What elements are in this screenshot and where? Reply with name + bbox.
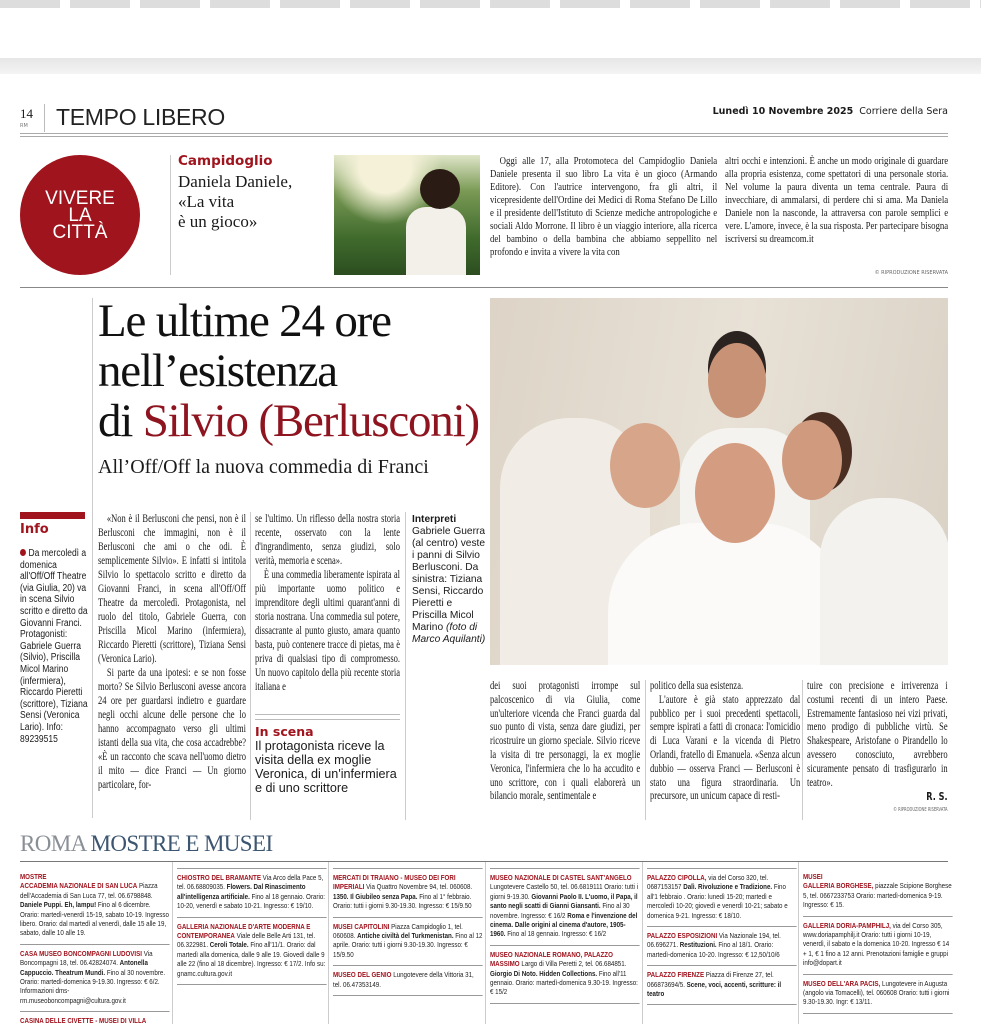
venue-name: GALLERIA BORGHESE, [803, 881, 874, 891]
listing-details: Fino al 18 gennaio. Orario: 10-20, venerdì e sabato 10-21. Ingresso: € 19/10. [177, 891, 326, 911]
badge-line: LA [68, 204, 92, 226]
venue-name: GALLERIA DORIA-PAMPHILJ, [803, 920, 891, 930]
box-rule [255, 714, 400, 720]
section-rule [20, 287, 948, 288]
listing-entry [490, 868, 640, 946]
campidoglio-kicker: Campidoglio [178, 153, 273, 169]
venue-name: PALAZZO CIPOLLA, [647, 873, 707, 882]
child-figure [406, 207, 466, 275]
caption-text: Gabriele Guerra (al centro) veste i panni di Silvio Berlusconi. Da sinistra: Tiziana Sensi, Riccardo Pieretti e Priscilla Micol Marino [412, 526, 486, 633]
listings-title-city: ROMA [20, 831, 86, 856]
date: Lunedì 10 Novembre 2025 [712, 106, 854, 117]
listing-details: Fino all'1 febbraio . Orario: lunedì 15-20; martedì e mercoledì 10-20; giovedì e venerdì 10-21; sabato e domenica 9-21. Ingresso: € 18/10. [647, 882, 788, 920]
listing-entry [333, 868, 483, 918]
in-scena-kicker: In scena [255, 724, 314, 739]
listing-entry [333, 966, 483, 996]
header-divider [44, 104, 45, 132]
info-title: Info [20, 522, 49, 537]
paragraph: se l'ultimo. Un riflesso della nostra storia recente, osservato con la lente d'ingrandimento, senza giudizi, solo verità, memoria e scena». [255, 513, 401, 567]
listing-details: Fino all'11 gennaio. Orario: martedì-domenica 9.30-19. Ingresso: € 15/2 [490, 968, 638, 997]
venue-name: MUSEO NAZIONALE DI CASTEL SANT'ANGELO [490, 873, 632, 882]
paragraph: altri occhi e intenzioni. È anche un modo originale di guardare alla propria esistenza, come spettatori di una personale storia. Nel volume la paura diventa un tema centrale. Paura di invecchiare, di ammalarsi, di perdere chi si ama. Ma Daniela Daniele non la nasconde, la attraversa con parole semplici e vere. L'amore, invece, è la sua risposta. Per partecipare bisogna iscriversi su dreamcom.it [725, 155, 949, 245]
venue-name: PALAZZO ESPOSIZIONI [647, 931, 718, 941]
section-title: TEMPO LIBERO [56, 104, 225, 130]
listing-details: Fino al 1° febbraio. Orario: tutti i giorni 9.30-19.30. Ingresso: € 15/9.50 [333, 891, 472, 911]
cast-photo [490, 298, 948, 665]
listings-rule [20, 861, 948, 862]
listing-details: Piazza Campidoglio 1, tel. 060608. [333, 921, 463, 941]
headline-line: di [98, 395, 143, 447]
campidoglio-title [178, 172, 328, 232]
listing-entry [177, 918, 327, 985]
exhibition-title: Scene, voci, accenti, scritture: il teatro [647, 979, 782, 999]
venue-name: CHIOSTRO DEL BRAMANTE [177, 873, 261, 882]
in-scena-box [255, 714, 400, 795]
exhibition-title: 1350. Il Giubileo senza Papa. [333, 891, 418, 901]
listings-column [490, 868, 640, 1004]
listing-details: Fino al 30 novembre. Ingresso: € 16/2 [490, 901, 630, 920]
woman-face [610, 423, 680, 508]
listing-details: via del Corso 320, tel. 0687153157 [647, 873, 769, 892]
campidoglio-text-col2 [725, 155, 948, 246]
column-divider [405, 512, 406, 820]
info-text [20, 548, 88, 745]
listings-column [803, 868, 953, 1014]
paragraph: «Non è il Berlusconi che pensi, non è il Berlusconi che immagini, non è il Berlusconi che ami o che odi. È semplicemente Silvio». E infatti si intitola Silvio lo spettacolo scritto e diretto da Giovanni Franci, in scena all'Off/Off Theatre da mercoledì. Protagonista, nel ruolo del titolo, Gabriele Guerra, con Priscilla Micol Marino (infermiera), Riccardo Pieretti (scrittore), Tiziana Sensi (Veronica Lario). [98, 513, 246, 665]
listing-details: Via Quattro Novembre 94, tel. 060608. [364, 882, 473, 892]
headline-line: Le ultime 24 ore [98, 295, 391, 347]
info-body: Da mercoledì a domenica all'Off/Off Theatre (via Giulia, 20) va in scena Silvio scritto e diretto da Giovanni Franci. Protagonisti: Gabriele Guerra (Silvio), Priscilla Micol Marino (infermiera), Riccardo Pieretti (scrittore), Tiziana Sensi (Veronica Lario). Info: 89239515 [20, 548, 88, 745]
woman-right-figure [820, 498, 948, 665]
paragraph: L'autore è già stato apprezzato dal pubblico per i suoi precedenti spettacoli, sempre ispirati a fatti di cronaca: l'omicidio di Luca Varani e la vicenda di Pietro Orlandi, fratello di Emanuela. «Senza alcun dubbio — osserva Franci — Berlusconi è stato una figura straordinaria. Un precursore, un unicum capace di resti- [650, 693, 801, 803]
child-in-meadow-photo [334, 155, 480, 275]
in-scena-text: Il protagonista riceve la visita della ex moglie Veronica, di un'infermiera e di uno scrittore [255, 739, 397, 795]
listing-entry [647, 868, 797, 927]
column-divider [172, 862, 173, 1024]
venue-name: MUSEO DEL GENIO [333, 970, 392, 980]
author-signature: R. S. [926, 790, 948, 804]
venue-name: CASA MUSEO BONCOMPAGNI LUDOVISI [20, 948, 142, 958]
exhibition-title: Flowers. Dal Rinascimento all'intelligenza artificiale. [177, 882, 306, 901]
vivere-la-citta-badge [20, 155, 140, 275]
exhibition-title: Daniele Puppi. Eh, lampu! [20, 900, 97, 910]
listing-entry [20, 945, 170, 1012]
listings-column [647, 868, 797, 1005]
exhibition-title: Antonella Cappuccio. Theatrum Mundi. [20, 958, 148, 977]
article-col3 [490, 680, 640, 804]
listing-entry [803, 975, 953, 1014]
listing-details: Fino al 12 aprile. Orario: tutti i giorni 9.30-19.30. Ingresso: € 15/9.50 [333, 931, 483, 959]
listing-details: Lungotevere in Augusta (angolo via Tomacelli), tel. 060608 Orario: tutti i giorni 9.30-19.30. Ingr: € 13/11. [803, 978, 950, 1007]
venue-name: PALAZZO FIRENZE [647, 970, 705, 980]
column-divider [798, 862, 799, 1024]
article-subtitle: All’Off/Off la nuova commedia di Franci [98, 456, 429, 478]
listing-entry [20, 1012, 170, 1024]
edition-label: RM [20, 123, 28, 129]
article-col4 [650, 680, 800, 804]
exhibition-title: Ceroli Totale. [209, 940, 249, 950]
listing-details: piazzale Scipione Borghese 5, tel. 0667233753 Orario: martedì-domenica 9-19. Ingresso: € 15. [803, 881, 952, 910]
venue-name: MUSEI CAPITOLINI [333, 921, 390, 931]
venue-name: MERCATI DI TRAIANO - MUSEO DEI FORI IMPERIALI [333, 873, 456, 892]
paragraph: È una commedia liberamente ispirata al più importante uomo politico e imprenditore degli ultimi quarant'anni di storia nostrana. Una commedia sul potere, dissacrante al punto giusto, amara quanto basta, può contenere tracce di pietas, ma è priva di qualsiasi tipo di compromesso. Un nuovo capitolo della più recente storia italiana e [255, 569, 401, 693]
listing-details: Lungotevere Castello 50, tel. 06.6819111 Orario: tutti i giorni 9-19.30. [490, 882, 639, 901]
photo-caption [412, 514, 488, 646]
info-bar [20, 512, 85, 519]
listing-category: MUSEI [803, 872, 823, 881]
venue-name: MUSEO NAZIONALE ROMANO, PALAZZO MASSIMO [490, 949, 613, 969]
listing-details: Piazza di Firenze 27, tel. 066873694/5. [647, 970, 774, 989]
listing-details: Fino al 30 novembre. Orario: martedì-domenica 9-19.30. Ingresso: € 6/2. Informazioni dms-rm.museoboncompagni@cultura.gov.it [20, 967, 166, 1005]
venue-name: GALLERIA NAZIONALE D'ARTE MODERNA E CONTEMPORANEA [177, 921, 311, 941]
column-divider [250, 512, 251, 820]
exhibition-title: Giorgio Di Noto. Hidden Collections. [490, 968, 598, 978]
dateline [713, 106, 948, 117]
column-divider [485, 862, 486, 1024]
listing-details: Viale delle Belle Arti 131, tel. 06.322981. [177, 931, 316, 950]
column-divider [170, 155, 171, 275]
headline-line: nell’esistenza [98, 345, 337, 397]
paragraph: Si parte da una ipotesi: e se non fosse morto? Se Silvio Berlusconi avesse ancora 24 ore per guardarsi indietro e guardare negli occhi alcune delle persone che lo hanno accompagnato verso gli ultimi istanti della sua vita, che cosa accadrebbe? «È un racconto che scava nell'uomo dietro il mito — dice Franci — Un giorno particolare, for- [98, 667, 246, 791]
bullet-icon [20, 549, 26, 556]
listing-entry [20, 868, 170, 945]
paragraph: Oggi alle 17, alla Protomoteca del Campidoglio Daniela Daniele presenta il suo libro La vita è un gioco (Armando Editore). Con l'autrice intervengono, fra gli altri, il vicepresidente dell'Ordine dei Medici di Roma Stefano De Lillo e il presidente dell'Istituto di Scienze mediche antropologiche e sociali Aldo Morrone. Il libro è un viaggio interiore, alla ricerca del bambino o della bambina che abbiamo seppellito nel profondo e invita a vivere la vita con [490, 155, 718, 258]
listing-details: Via Boncompagni 18, tel. 06.42824074. [20, 948, 153, 968]
listing-details: Lungotevere della Vittoria 31, tel. 06.47353149. [333, 970, 474, 989]
headline-highlight: Silvio (Berlusconi) [142, 395, 479, 447]
listings-column [333, 868, 483, 996]
page-gap [0, 58, 981, 74]
listing-details: Largo di Villa Peretti 2, tel. 06.684851. [519, 959, 627, 969]
listing-details: Fino al 6 dicembre. Orario: martedì-venerdì 15-19, sabato 10-19. Ingresso libero. Orario: dal martedì al venerdì, dalle 15 alle 19, sabato, dalle 10 alle 19. [20, 900, 169, 938]
column-divider [92, 298, 93, 818]
venue-name: ACCADEMIA NAZIONALE DI SAN LUCA [20, 881, 138, 891]
child-head [420, 169, 460, 209]
header-rule [20, 133, 948, 137]
listing-entry [803, 917, 953, 975]
silvio-figure [608, 523, 848, 665]
page-number-value: 14 [20, 106, 33, 121]
copyright: © RIPRODUZIONE RISERVATA [874, 270, 948, 276]
exhibition-title: Giovanni Paolo II. L'uomo, il Papa, il santo negli scatti di Gianni Giansanti. [490, 891, 638, 911]
photo-credit: (foto di Marco Aquilanti) [412, 622, 486, 645]
previous-page-strip [0, 0, 981, 8]
listing-details: Via Arco della Pace 5, tel. 06.68809035. [177, 873, 324, 892]
listings-column [177, 868, 327, 985]
title-line: è un gioco» [178, 212, 258, 231]
listing-category: MOSTRE [20, 872, 47, 881]
caption-title: Interpreti [412, 514, 457, 525]
exhibition-title: Antiche civiltà del Turkmenistan. [357, 931, 454, 941]
article-col5 [807, 680, 948, 818]
paragraph: dei suoi protagonisti irrompe sul palcoscenico di via Giulia, come un'ulteriore vicenda che Franci guarda dal suo punto di vista, senza dare giudizi, per ricostruire un giorno speciale. Silvio riceve la visita di tre personaggi, la ex moglie Veronica, l'infermiera che lo ha accudito e uno scrittore, con i quali elaborerà un bilancio morale, sentimentale e [490, 680, 641, 803]
article-headline [98, 296, 479, 446]
badge-line: CITTÀ [52, 221, 108, 243]
campidoglio-text-col1 [490, 155, 717, 259]
newspaper-name: Corriere della Sera [859, 106, 948, 117]
woman-right-face [782, 420, 842, 500]
listing-entry [490, 946, 640, 1004]
listing-entry [647, 927, 797, 966]
page-number [20, 108, 33, 132]
title-line: «La vita [178, 192, 235, 211]
listings-column [20, 868, 170, 1024]
listing-details: Via Nazionale 194, tel. 06.696271. [647, 931, 781, 950]
listing-entry [803, 868, 953, 917]
listing-entry [333, 918, 483, 967]
badge-line: VIVERE [45, 187, 115, 209]
listing-details: Fino al 18 gennaio. Ingresso: € 16/2 [505, 929, 607, 939]
listing-entry [177, 868, 327, 918]
man-face [708, 343, 766, 418]
listings-title-main: MOSTRE E MUSEI [90, 831, 273, 856]
listings-title [20, 831, 273, 857]
exhibition-title: Roma e l'invenzione del cinema. Dalle origini al cinema d'autore, 1905-1960. [490, 910, 638, 939]
listing-details: Fino all'11/1. Orario: dal martedì alla domenica, dalle 9 alle 19. Giovedì dalle 9 alle 22 (fino al 18 dicembre). Ingresso: € 17/2. Info su: gnamc.cultura.gov.it [177, 940, 326, 978]
listing-details: Piazza dell'Accademia di San Luca 77, tel. 06.6798848. [20, 881, 158, 900]
column-divider [802, 680, 803, 820]
column-divider [642, 862, 643, 1024]
paragraph: politico della sua esistenza. [650, 680, 744, 692]
paragraph: tuire con precisione e irriverenza i costumi recenti di un intero Paese. Estremamente fantasioso nei vizi privati, meno prodigo di pubbliche virtù. Se Shakespeare, Aristofane o Pirandello lo avessero conosciuto, avrebbero sicuramente pensato di trasfigurarlo in teatro». [807, 680, 948, 789]
exhibition-title: Restituzioni. [679, 940, 717, 950]
venue-name: CASINA DELLE CIVETTE - MUSEI DI VILLA [20, 1016, 147, 1024]
venue-name: MUSEO DELL'ARA PACIS, [803, 978, 881, 988]
article-col1 [98, 512, 246, 792]
silvio-face [695, 443, 775, 543]
article-col2 [255, 512, 400, 694]
title-line: Daniela Daniele, [178, 172, 293, 191]
listing-details: via del Corso 305, www.doriapamphilj.it Orario: tutti i giorni 10-19, venerdì, il sabato e la domenica 10-20. Ingresso € 14 + 1, € 1 fino a 12 anni. Prenotazioni famiglie e gruppi info@dopart.it [803, 920, 950, 968]
exhibition-title: Dalì. Rivoluzione e Tradizione. [683, 882, 773, 892]
column-divider [645, 680, 646, 820]
copyright: © RIPRODUZIONE RISERVATA [893, 807, 948, 814]
listing-details: Fino al 18/1. Orario: martedì-domenica 10-20. Ingresso: € 12,50/10/6 [647, 940, 780, 959]
listing-entry [647, 966, 797, 1005]
column-divider [328, 862, 329, 1024]
